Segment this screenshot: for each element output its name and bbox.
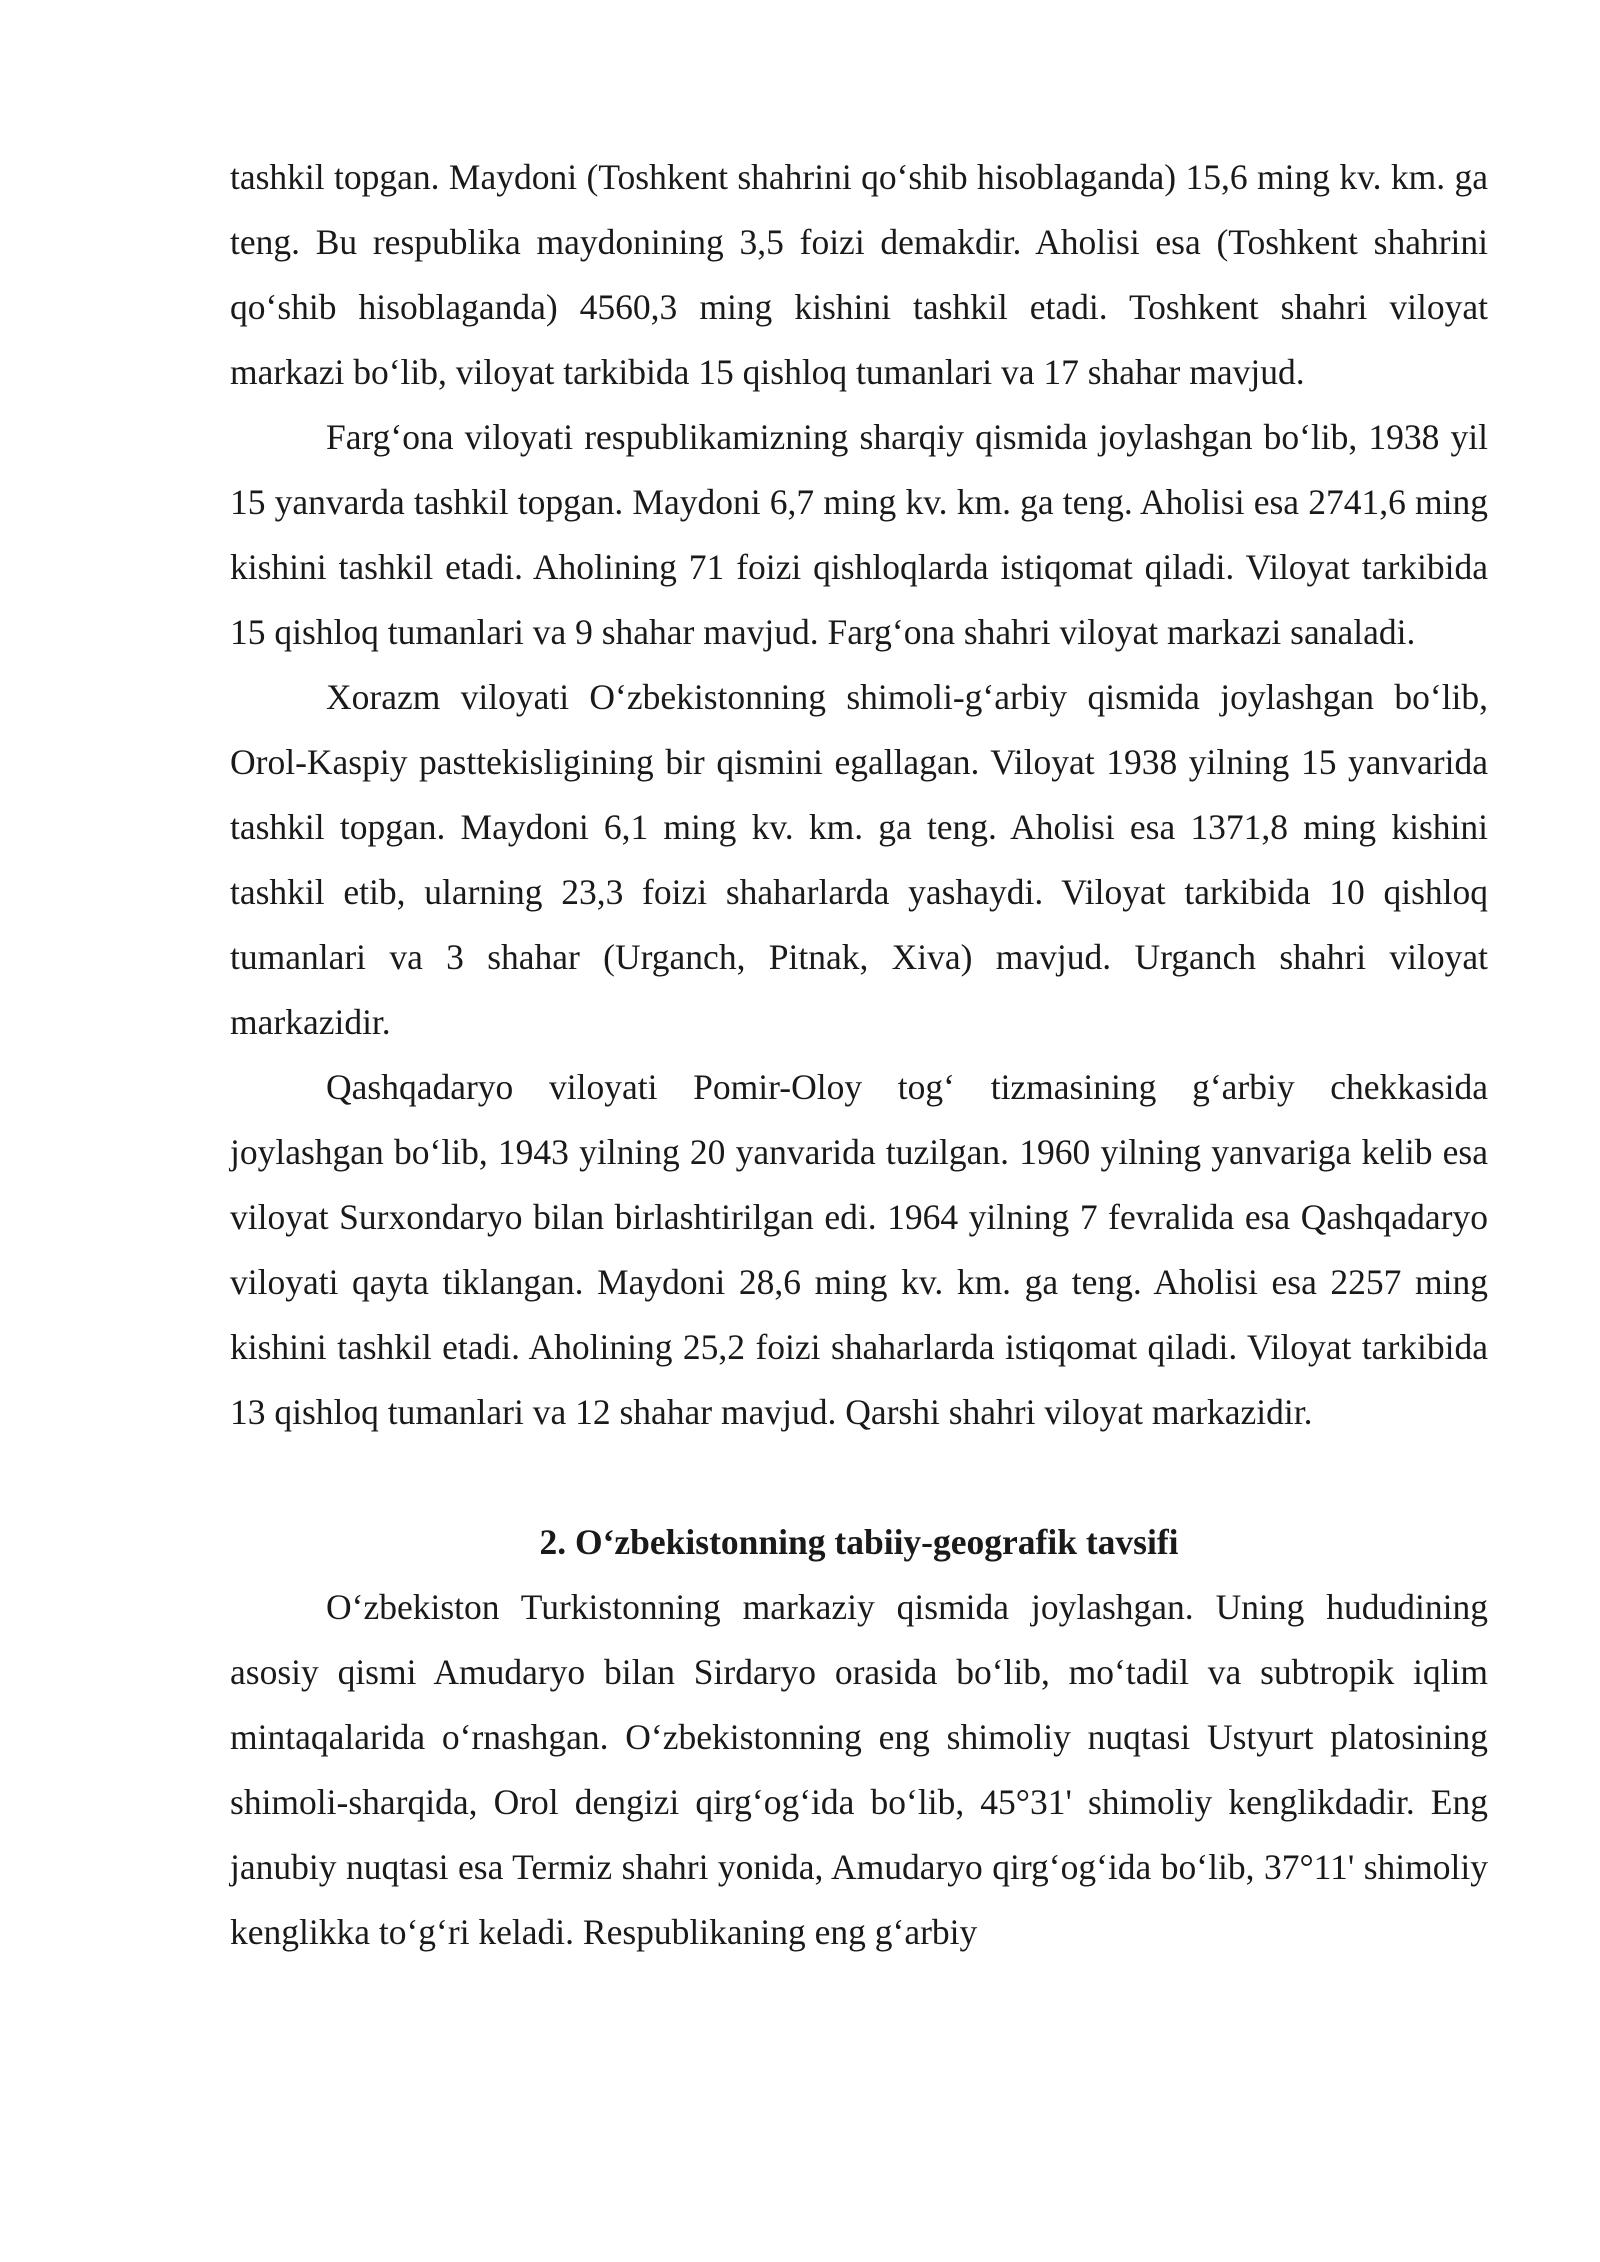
paragraph-toshkent-continued: tashkil topgan. Maydoni (Toshkent shahrini qo‘shib hisoblaganda) 15,6 ming kv. km. ga teng. Bu respublika maydonining 3,5 foizi demakdir. Aholisi esa (Toshkent shahrini qo‘shib hisoblaganda) 4560,3 ming kishini tashkil etadi. Toshkent shahri viloyat markazi bo‘lib, viloyat tarkibida 15 qishloq tumanlari va 17 shahar mavjud.: [230, 157, 1488, 392]
paragraph-fargona: Farg‘ona viloyati respublikamizning sharqiy qismida joylashgan bo‘lib, 1938 yil 15 yanvarda tashkil topgan. Maydoni 6,7 ming kv. km. ga teng. Aholisi esa 2741,6 ming kishini tashkil etadi. Aholining 71 foizi qishloqlarda istiqomat qiladi. Viloyat tarkibida 15 qishloq tumanlari va 9 shahar mavjud. Farg‘ona shahri viloyat markazi sanaladi.: [230, 417, 1488, 652]
document-page: [230, 145, 1488, 1965]
paragraph-xorazm: Xorazm viloyati O‘zbekistonning shimoli-g‘arbiy qismida joylashgan bo‘lib, Orol-Kaspiy pasttekisligining bir qismini egallagan. Viloyat 1938 yilning 15 yanvarida tashkil topgan. Maydoni 6,1 ming kv. km. ga teng. Aholisi esa 1371,8 ming kishini tashkil etib, ularning 23,3 foizi shaharlarda yashaydi. Viloyat tarkibida 10 qishloq tumanlari va 3 shahar (Urganch, Pitnak, Xiva) mavjud. Urganch shahri viloyat markazidir.: [230, 677, 1488, 1042]
paragraph-geography: O‘zbekiston Turkistonning markaziy qismida joylashgan. Uning hududining asosiy qismi Amudaryo bilan Sirdaryo orasida bo‘lib, mo‘tadil va subtropik iqlim mintaqalarida o‘rnashgan. O‘zbekistonning eng shimoliy nuqtasi Ustyurt platosining shimoli-sharqida, Orol dengizi qirg‘og‘ida bo‘lib, 45°31' shimoliy kenglikdadir. Eng janubiy nuqtasi esa Termiz shahri yonida, Amudaryo qirg‘og‘ida bo‘lib, 37°11' shimoliy kenglikka to‘g‘ri keladi. Respublikaning eng g‘arbiy: [230, 1587, 1488, 1952]
paragraph-qashqadaryo: Qashqadaryo viloyati Pomir-Oloy tog‘ tizmasining g‘arbiy chekkasida joylashgan bo‘lib, 1943 yilning 20 yanvarida tuzilgan. 1960 yilning yanvariga kelib esa viloyat Surxondaryo bilan birlashtirilgan edi. 1964 yilning 7 fevralida esa Qashqadaryo viloyati qayta tiklangan. Maydoni 28,6 ming kv. km. ga teng. Aholisi esa 2257 ming kishini tashkil etadi. Aholining 25,2 foizi shaharlarda istiqomat qiladi. Viloyat tarkibida 13 qishloq tumanlari va 12 shahar mavjud. Qarshi shahri viloyat markazidir.: [230, 1067, 1488, 1432]
section-heading: 2. O‘zbekistonning tabiiy-geografik tavsifi: [539, 1522, 1179, 1562]
